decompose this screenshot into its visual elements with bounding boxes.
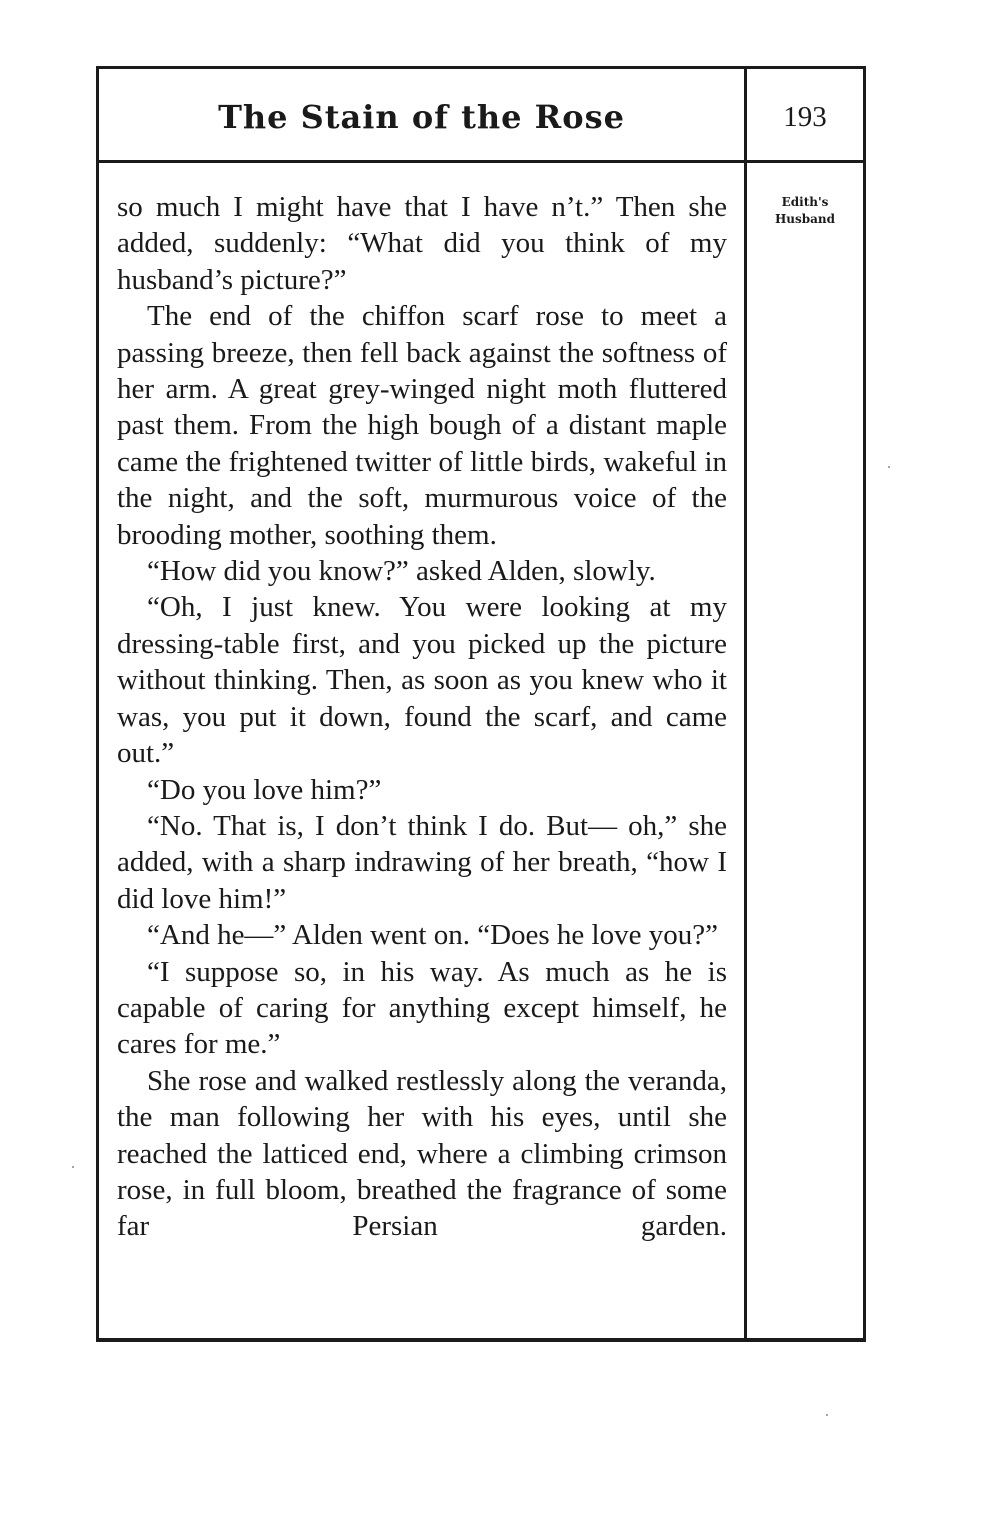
running-title: The Stain of the Rose xyxy=(218,97,625,136)
margin-note-line-2: Husband xyxy=(774,212,836,226)
paragraph: “I suppose so, in his way. As much as he is capable of caring for anything except himself, he cares for me.” xyxy=(117,955,727,1061)
page-frame xyxy=(96,66,866,1342)
paragraph: “Do you love him?” xyxy=(147,773,382,806)
margin-note xyxy=(747,194,863,228)
paragraph: “And he—” Alden went on. “Does he love you?” xyxy=(147,919,718,952)
text-body xyxy=(117,189,727,1245)
paragraph: The end of the chiffon scarf rose to meet a passing breeze, then fell back against the softness of her arm. A great grey-winged night moth fluttered past them. From the high bough of a distant maple came the frightened twitter of little birds, wakeful in the night, and the soft, murmurous voice of the brooding mother, soothing them. xyxy=(117,300,727,551)
paragraph: so much I might have that I have n’t.” Then she added, suddenly: “What did you think of my husband’s picture?” xyxy=(117,191,727,296)
scan-speck xyxy=(888,466,890,468)
paragraph: She rose and walked restlessly along the veranda, the man following her with his eyes, until she reached the latticed end, where a climbing crimson rose, in full bloom, breathed the fragrance of some far Persian garden. xyxy=(117,1064,727,1243)
scan-speck xyxy=(72,1166,74,1168)
header-rule xyxy=(99,160,863,163)
scan-speck xyxy=(826,1414,828,1416)
paragraph: “Oh, I just knew. You were looking at my dressing-table first, and you picked up the picture without thinking. Then, as soon as you knew who it was, you put it down, found the scarf, and came out.” xyxy=(117,591,727,770)
paragraph: “How did you know?” asked Alden, slowly. xyxy=(147,555,656,588)
margin-note-line-1: Edith's xyxy=(781,195,829,209)
margin-rule xyxy=(744,69,747,1338)
page-number: 193 xyxy=(783,101,827,133)
paragraph: “No. That is, I don’t think I do. But— oh,” she added, with a sharp indrawing of her breath, “how I did love him!” xyxy=(117,809,727,915)
